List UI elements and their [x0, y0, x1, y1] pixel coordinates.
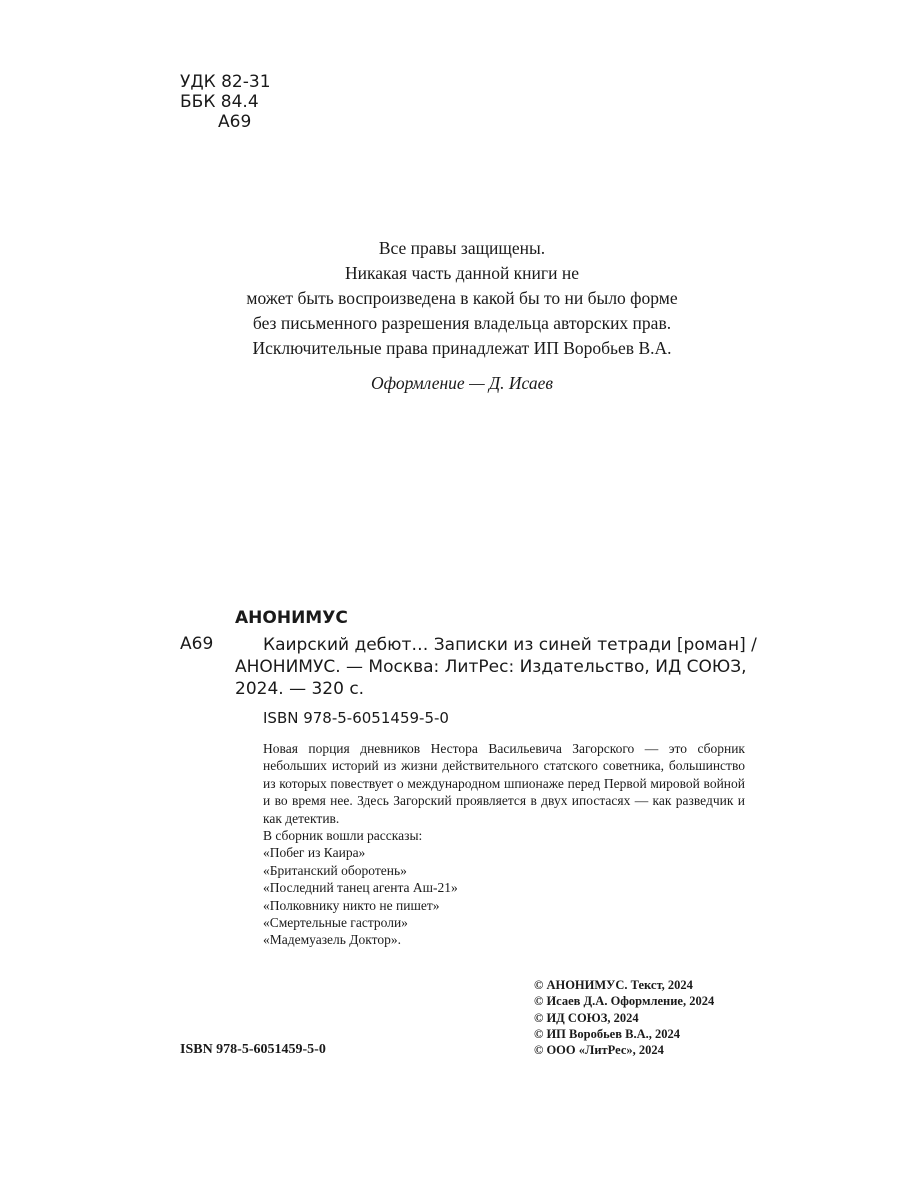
annotation — [263, 740, 745, 827]
copyright-line: © ООО «ЛитРес», 2024 — [534, 1043, 664, 1058]
copyright-block — [534, 977, 714, 1058]
rights-line: может быть воспроизведена в какой бы то ни было форме — [246, 288, 678, 308]
design-credit: Оформление — Д. Исаев — [371, 373, 553, 393]
copyright-line: © ИП Воробьев В.А., 2024 — [534, 1026, 680, 1041]
story-title: «Британский оборотень» — [263, 862, 407, 878]
stories-list — [263, 827, 458, 949]
story-title: «Побег из Каира» — [263, 845, 366, 861]
catalog-index: А69 — [180, 634, 214, 654]
catalog-author: АНОНИМУС — [235, 608, 348, 628]
catalog-description-line: Каирский дебют… Записки из синей тетради [роман] / — [263, 635, 757, 655]
copyright-line: © Исаев Д.А. Оформление, 2024 — [534, 994, 715, 1009]
story-title: «Смертельные гастроли» — [263, 915, 408, 931]
udk-code: УДК 82-31 — [180, 72, 271, 92]
copyright-line: © АНОНИМУС. Текст, 2024 — [534, 978, 693, 992]
footer-isbn: ISBN 978-5-6051459-5-0 — [180, 1042, 326, 1057]
catalog-description-line: АНОНИМУС. — Москва: ЛитРес: Издательство, ИД СОЮЗ, — [235, 657, 747, 677]
bbk-code: ББК 84.4 — [180, 92, 259, 112]
catalog-description-line: 2024. — 320 с. — [235, 679, 365, 699]
catalog-isbn: ISBN 978-5-6051459-5-0 — [263, 709, 449, 727]
story-title: «Полковнику никто не пишет» — [263, 897, 440, 913]
author-mark: А69 — [218, 112, 252, 132]
copyright-line: © ИД СОЮЗ, 2024 — [534, 1010, 639, 1025]
catalog-description — [235, 634, 757, 700]
rights-line: Исключительные права принадлежат ИП Воробьев В.А. — [252, 338, 672, 358]
rights-line: Все правы защищены. — [378, 238, 546, 258]
rights-notice — [150, 236, 774, 361]
story-title: «Последний танец агента Аш-21» — [263, 880, 458, 896]
rights-line: без письменного разрешения владельца авторских прав. — [252, 313, 672, 333]
stories-intro: В сборник вошли рассказы: — [263, 828, 423, 843]
story-title: «Мадемуазель Доктор». — [263, 932, 401, 948]
annotation-text: Новая порция дневников Нестора Васильевича Загорского — это сборник небольших историй из жизни действительного статского советника, большинство из которых повествует о международном шпионаже перед Первой мировой войной и во время нее. Здесь Загорский проявляется в двух ипостасях — как разведчик и как детектив. — [263, 741, 745, 826]
rights-line: Никакая часть данной книги не — [345, 263, 579, 283]
